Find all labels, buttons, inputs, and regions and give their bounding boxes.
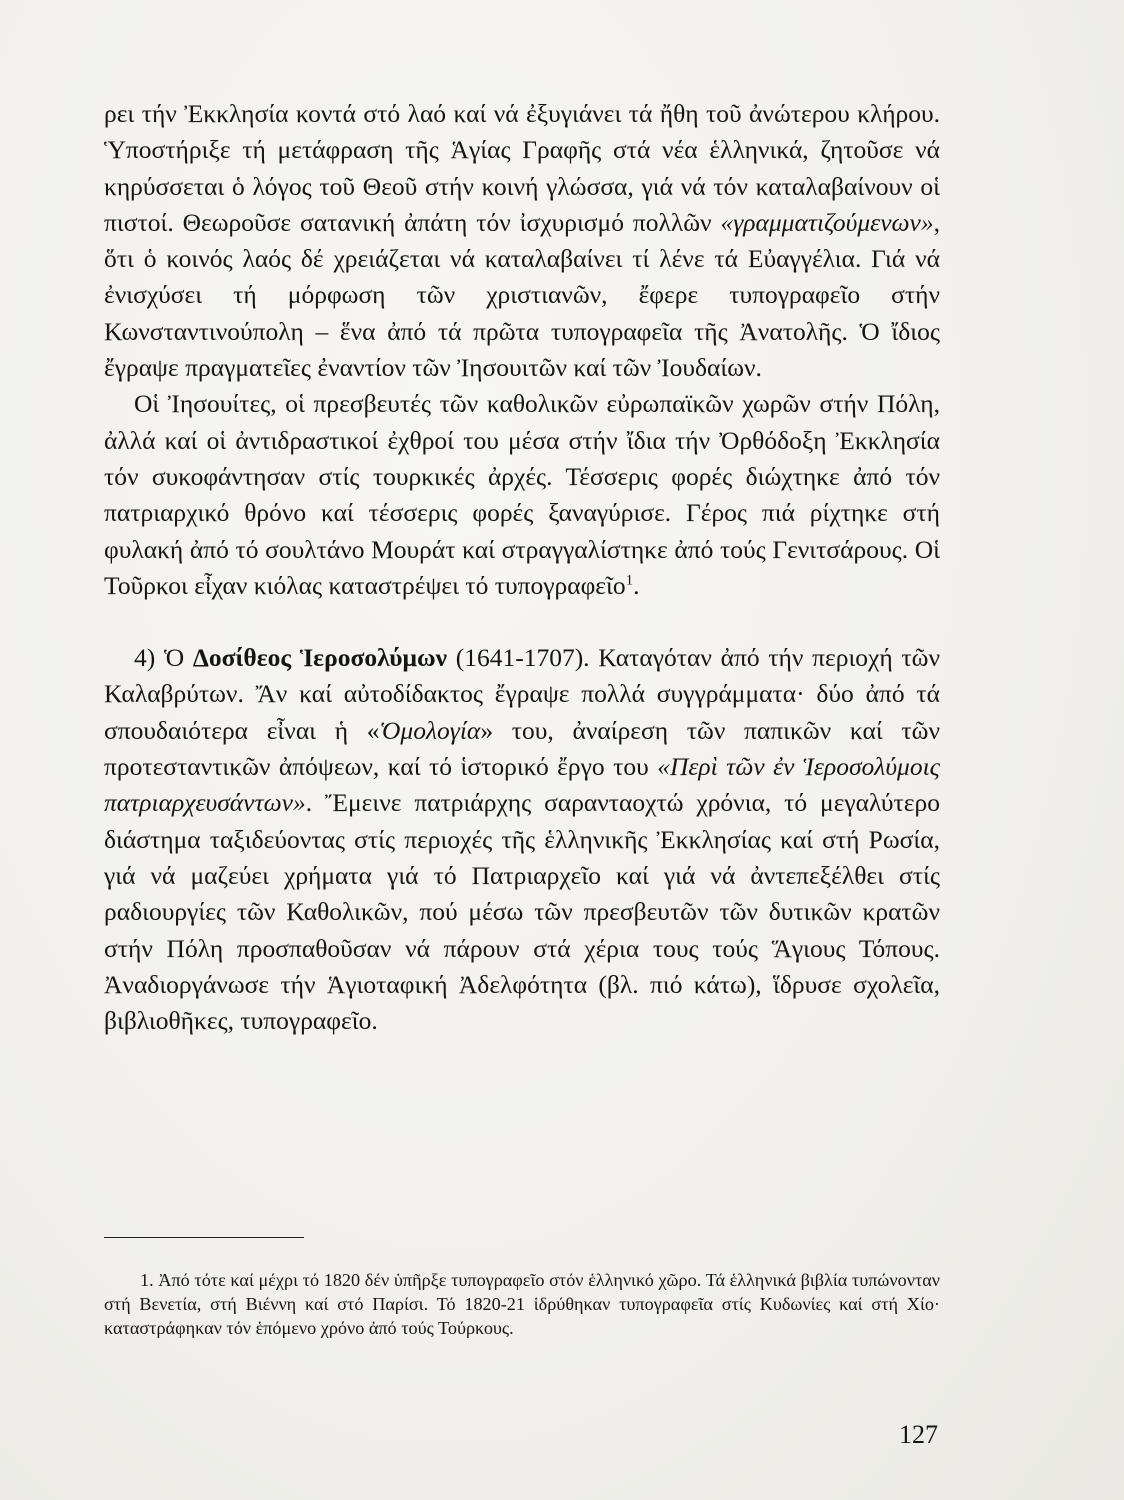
paragraph-3 [104, 640, 940, 1039]
footnote-reference: 1 [625, 572, 634, 589]
main-text [104, 96, 940, 1039]
paragraph-1-italic-quote: «γραμματιζούμενων» [720, 207, 934, 237]
paragraph-1 [104, 96, 940, 386]
paragraph-1-text: ρει τήν Ἐκκλησία κοντά στό λαό καί νά ἐξυγιάνει τά ἤθη τοῦ ἀνώτερου κλήρου. Ὑποστήριξε τή μετάφραση τῆς Ἁγίας Γραφῆς στά νέα ἑλληνικά, ζητοῦσε νά κηρύσσεται ὁ λόγος τοῦ Θεοῦ στήν κοινή γλώσσα, γιά νά τόν καταλαβαίνουν οἱ πιστοί. Θεωροῦσε σατανική ἀπάτη τόν ἰσχυρισμό πολλῶν [104, 99, 940, 237]
page-number: 127 [899, 1420, 938, 1449]
paragraph-3-start: 4) Ὁ [134, 643, 193, 673]
paragraph-3-italic-1: Ὁμολογία [379, 715, 481, 745]
paragraph-2 [104, 386, 940, 604]
paragraph-3-italic-2: «Περὶ τῶν ἐν Ἱεροσολύμοις πατριαρχευσάντων» [104, 752, 940, 818]
paragraph-3-part-c: . Ἔμεινε πατριάρχης σαρανταοχτώ χρόνια, τό μεγαλύτερο διάστημα ταξιδεύοντας στίς περιοχές τῆς ἑλληνικῆς Ἐκκλησίας καί στή Ρωσία, γιά νά μαζεύει χρήματα γιά τό Πατριαρχεῖο καί γιά νά ἀντεπεξέλθει στίς ραδιουργίες τῶν Καθολικῶν, πού μέσω τῶν πρεσβευτῶν τῶν δυτικῶν κρατῶν στήν Πόλη προσπαθοῦσαν νά πάρουν στά χέρια τους τούς Ἅγιους Τόπους. Ἀναδιοργάνωσε τήν Ἁγιοταφική Ἀδελφότητα (βλ. πιό κάτω), ἵδρυσε σχολεῖα, βιβλιοθῆκες, τυπογραφεῖο. [104, 788, 940, 1036]
footnote: 1. Ἀπό τότε καί μέχρι τό 1820 δέν ὑπῆρξε τυπογραφεῖο στόν ἑλληνικό χῶρο. Τά ἑλληνικά βιβλία τυπώνονταν στή Βενετία, στή Βιέννη καί στό Παρίσι. Τό 1820-21 ἱδρύθηκαν τυπογραφεῖα στίς Κυδωνίες καί στή Χίο· καταστράφηκαν τόν ἑπόμενο χρόνο ἀπό τούς Τούρκους. [104, 1270, 940, 1339]
paragraph-3-bold-name: Δοσίθεος Ἱεροσολύμων [192, 643, 447, 673]
paragraph-3-part-b: » του, ἀναίρεση τῶν παπικῶν καί τῶν προτεσταντικῶν ἀπόψεων, καί τό ἱστορικό ἔργο του [104, 715, 940, 782]
paragraph-3-part-a: (1641-1707). Καταγόταν ἀπό τήν περιοχή τῶν Καλαβρύτων. Ἄν καί αὐτοδίδακτος ἔγραψε πολλά συγγράμματα· δύο ἀπό τά σπουδαιότερα εἶναι ἡ « [104, 643, 940, 745]
paragraph-2-text: Οἱ Ἰησουίτες, οἱ πρεσβευτές τῶν καθολικῶν εὐρωπαϊκῶν χωρῶν στήν Πόλη, ἀλλά καί οἱ ἀντιδραστικοί ἐχθροί του μέσα στήν ἴδια τήν Ὀρθόδοξη Ἐκκλησία τόν συκοφάντησαν στίς τουρκικές ἀρχές. Τέσσερις φορές διώχτηκε ἀπό τόν πατριαρχικό θρόνο καί τέσσερις φορές ξαναγύρισε. Γέρος πιά ρίχτηκε στή φυλακή ἀπό τό σουλτάνο Μουράτ καί στραγγαλίστηκε ἀπό τούς Γενιτσάρους. Οἱ Τοῦρκοι εἶχαν κιόλας καταστρέψει τό τυπογραφεῖο [104, 389, 940, 600]
footnote-divider [104, 1237, 304, 1238]
paragraph-2-end: . [633, 570, 640, 600]
paragraph-1-continuation: , ὅτι ὁ κοινός λαός δέ χρειάζεται νά καταλαβαίνει τί λένε τά Εὐαγγέλια. Γιά νά ἐνισχύσει τή μόρφωση τῶν χριστιανῶν, ἔφερε τυπογραφεῖο στήν Κωνσταντινούπολη – ἕνα ἀπό τά πρῶτα τυπογραφεῖα τῆς Ἀνατολῆς. Ὁ ἴδιος ἔγραψε πραγματεῖες ἐναντίον τῶν Ἰησουιτῶν καί τῶν Ἰουδαίων. [104, 207, 940, 383]
